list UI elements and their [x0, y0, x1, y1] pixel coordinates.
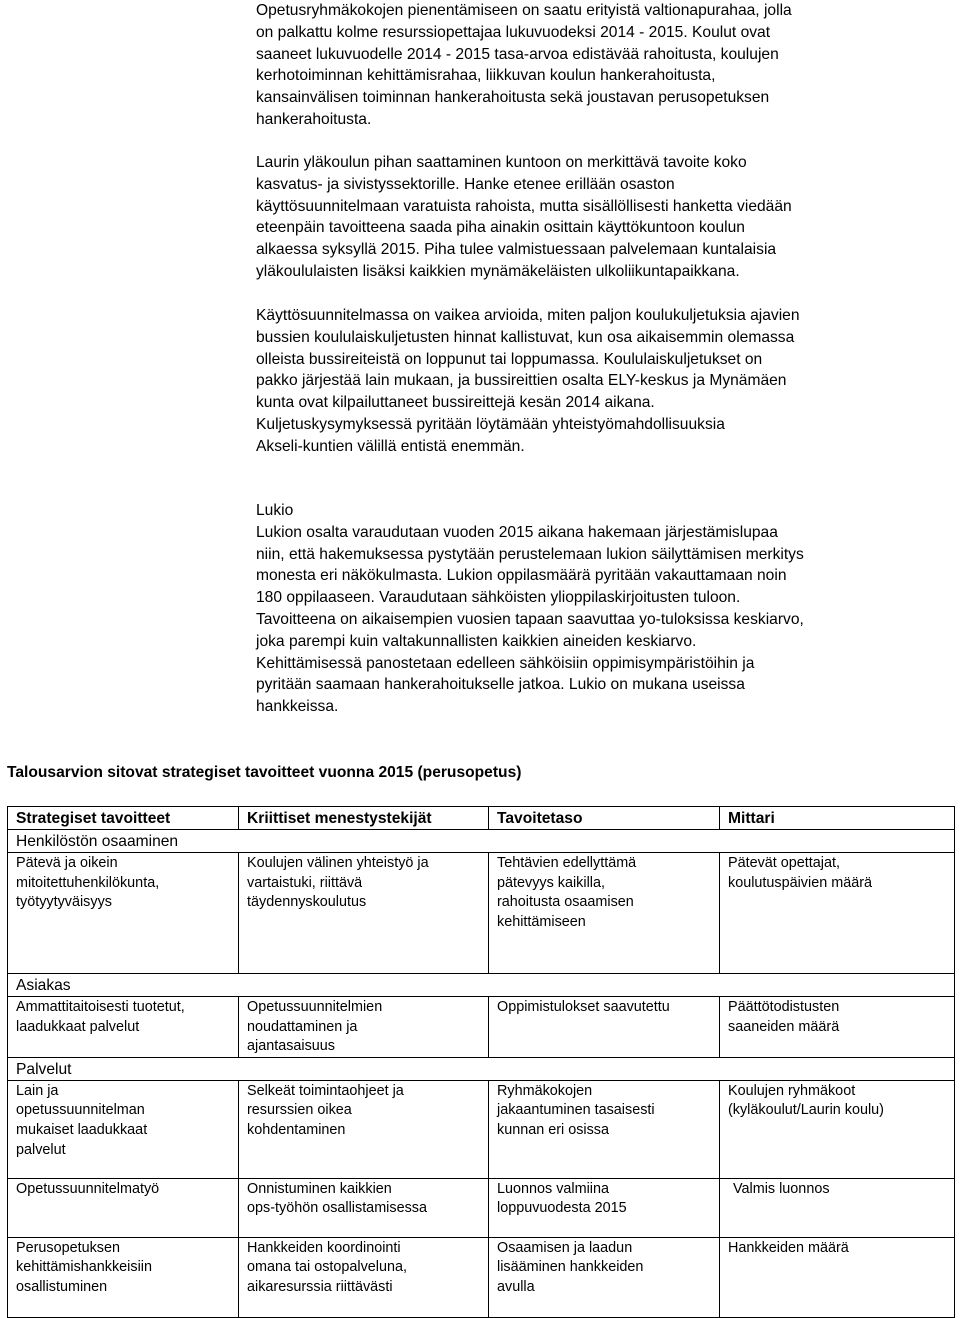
section-label-asiakas: Asiakas: [8, 974, 955, 997]
cell-line: laadukkaat palvelut: [16, 1018, 140, 1035]
table-cell: [720, 1080, 955, 1178]
table-cell: [8, 1178, 239, 1237]
section-label-palvelut: Palvelut: [8, 1057, 955, 1080]
cell-line: Päättötodistusten: [728, 999, 840, 1015]
text-line: saaneet lukuvuodelle 2014 - 2015 tasa-arvoa edistävää rahoitusta, koulujen: [256, 45, 779, 63]
cell-line: osallistuminen: [16, 1278, 108, 1295]
section-row-asiakas: [8, 974, 955, 997]
text-line: on palkattu kolme resurssiopettajaa lukuvuodeksi 2014 - 2015. Koulut ovat: [256, 23, 771, 41]
cell-line: Opetussuunnitelmien: [247, 999, 383, 1015]
text-line: käyttösuunnitelmaan varatuista rahoista, mutta sisällöllisesti hanketta viedään: [256, 197, 792, 215]
text-line: Tavoitteena on aikaisempien vuosien tapaan saavuttaa yo-tuloksissa keskiarvo,: [256, 610, 804, 628]
cell-line: mitoitettuhenkilökunta,: [16, 874, 160, 891]
cell-line: mukaiset laadukkaat: [16, 1121, 148, 1138]
text-line: eteenpäin tavoitteena saada piha ainakin osittain käyttökuntoon koulun: [256, 219, 745, 237]
text-line: olleista bussireiteistä on loppunut tai loppumassa. Koululaiskuljetukset on: [256, 350, 763, 368]
text-line: kerhotoiminnan kehittämisrahaa, liikkuvan koulun hankerahoitusta,: [256, 67, 716, 85]
cell-line: opetussuunnitelman: [16, 1102, 145, 1119]
table-cell: [8, 1237, 239, 1317]
table-header-row: [8, 807, 955, 830]
cell-line: Pätevät opettajat,: [728, 855, 841, 871]
cell-line: Ammattitaitoisesti tuotetut,: [16, 999, 185, 1015]
cell-line: rahoitusta osaamisen: [497, 894, 634, 911]
table-heading: Talousarvion sitovat strategiset tavoitteet vuonna 2015 (perusopetus): [7, 764, 522, 781]
cell-line: Hankkeiden koordinointi: [247, 1239, 401, 1256]
text-line: 180 oppilaaseen. Varaudutaan sähköisten ylioppilaskirjoitusten tuloon.: [256, 589, 741, 607]
text-line: Laurin yläkoulun pihan saattaminen kuntoon on merkittävä tavoite koko: [256, 154, 747, 171]
cell-line: saaneiden määrä: [728, 1018, 840, 1035]
cell-line: lisääminen hankkeiden: [497, 1259, 644, 1276]
text-line: pakko järjestää lain mukaan, ja bussireittien osalta ELY-keskus ja Mynämäen: [256, 372, 787, 390]
text-line: niin, että hakemuksessa pystytään perustelemaan lukion säilyttämisen merkitys: [256, 545, 804, 563]
section-label-henkilosto: Henkilöstön osaaminen: [8, 830, 955, 853]
cell-line: Perusopetuksen: [16, 1239, 121, 1256]
table-row: [8, 1080, 955, 1178]
cell-line: Tehtävien edellyttämä: [497, 855, 637, 871]
cell-line: ops-työhön osallistamisessa: [247, 1200, 427, 1217]
text-line: Opetusryhmäkokojen pienentämiseen on saatu erityistä valtionapurahaa, jolla: [256, 2, 792, 19]
text-line: kansainvälisen toiminnan hankerahoitusta sekä joustavan perusopetuksen: [256, 89, 770, 107]
cell-line: Pätevä ja oikein: [16, 855, 118, 871]
text-line: pyritään saamaan hankerahoitukselle jatkoa. Lukio on mukana useissa: [256, 676, 745, 694]
text-line: Kehittämisessä panostetaan edelleen sähköisiin oppimisympäristöihin ja: [256, 654, 755, 672]
column-header-indicator: Mittari: [720, 807, 955, 830]
text-line: monesta eri näkökulmasta. Lukion oppilasmäärä pyritään vakauttamaan noin: [256, 567, 787, 585]
table-cell: [8, 853, 239, 974]
table-cell: [239, 853, 489, 974]
text-line: Käyttösuunnitelmassa on vaikea arvioida, miten paljon koulukuljetuksia ajavien: [256, 307, 800, 324]
paragraph-transport: [256, 305, 916, 458]
cell-line: noudattaminen ja: [247, 1018, 358, 1035]
cell-line: Selkeät toimintaohjeet ja: [247, 1082, 404, 1099]
cell-line: pätevyys kaikilla,: [497, 874, 605, 891]
table-cell: [489, 1080, 720, 1178]
text-line: yläkoululaisten lisäksi kaikkien mynämäkeläisten ulkoliikuntapaikkana.: [256, 262, 740, 280]
section-row-palvelut: [8, 1057, 955, 1080]
column-header-critical-success-factors: Kriittiset menestystekijät: [239, 807, 489, 830]
cell-line: aikaresurssia riittävästi: [247, 1278, 393, 1295]
cell-line: työtyytyväisyys: [16, 894, 112, 911]
cell-line: kehittämishankkeisiin: [16, 1259, 152, 1276]
column-header-strategic-goals: Strategiset tavoitteet: [8, 807, 239, 830]
section-row-henkilosto: [8, 830, 955, 853]
table-cell: [489, 1237, 720, 1317]
cell-line: Onnistuminen kaikkien: [247, 1180, 392, 1197]
table-cell: [239, 1080, 489, 1178]
text-line: Akseli-kuntien välillä entistä enemmän.: [256, 437, 525, 455]
text-line: Lukion osalta varaudutaan vuoden 2015 aikana hakemaan järjestämislupaa: [256, 523, 778, 541]
paragraph-schoolyard: [256, 152, 916, 283]
text-line: hankerahoitusta.: [256, 110, 372, 128]
text-line: bussien koululaiskuljetusten hinnat kallistuvat, kun osa aikaisemmin olemassa: [256, 328, 795, 346]
text-line: kunta ovat kilpailuttaneet bussireittejä kesän 2014 aikana.: [256, 394, 655, 412]
table-row: [8, 853, 955, 974]
section-title-lukio: Lukio: [256, 502, 294, 519]
cell-line: omana tai ostopalveluna,: [247, 1259, 408, 1276]
cell-line: Hankkeiden määrä: [728, 1239, 849, 1256]
column-header-target-level: Tavoitetaso: [489, 807, 720, 830]
cell-line: Opetussuunnitelmatyö: [16, 1180, 160, 1197]
table-row: [8, 1178, 955, 1237]
cell-line: Koulujen välinen yhteistyö ja: [247, 855, 429, 871]
table-cell: [720, 1237, 955, 1317]
cell-line: Ryhmäkokojen: [497, 1082, 593, 1099]
cell-line: loppuvuodesta 2015: [497, 1200, 627, 1217]
text-line: kasvatus- ja sivistyssektorille. Hanke etenee erillään osaston: [256, 175, 675, 193]
cell-line: kohdentaminen: [247, 1121, 346, 1138]
table-cell: [8, 1080, 239, 1178]
cell-line: Luonnos valmiina: [497, 1180, 609, 1197]
cell-line: Koulujen ryhmäkoot: [728, 1082, 856, 1099]
table-row: [8, 997, 955, 1058]
text-line: alkaessa syksyllä 2015. Piha tulee valmistuessaan palvelemaan kuntalaisia: [256, 241, 777, 259]
cell-line: vartaistuki, riittävä: [247, 874, 363, 891]
text-line: joka parempi kuin valtakunnallisten kaikkien aineiden keskiarvo.: [256, 632, 697, 650]
table-cell: [239, 1178, 489, 1237]
cell-line: avulla: [497, 1278, 535, 1295]
cell-line: Valmis luonnos: [733, 1180, 830, 1197]
table-row: [8, 1237, 955, 1317]
table-cell: [239, 1237, 489, 1317]
cell-line: ajantasaisuus: [247, 1038, 336, 1055]
cell-line: Oppimistulokset saavutettu: [497, 999, 670, 1015]
cell-line: kunnan eri osissa: [497, 1121, 609, 1138]
paragraph-lukio: [256, 500, 916, 718]
cell-line: kehittämiseen: [497, 913, 586, 930]
text-line: Kuljetuskysymyksessä pyritään löytämään yhteistyömahdollisuuksia: [256, 415, 725, 433]
strategic-goals-table: [7, 806, 955, 1318]
table-cell: [239, 997, 489, 1058]
table-cell: [720, 997, 955, 1058]
cell-line: (kyläkoulut/Laurin koulu): [728, 1102, 884, 1119]
table-cell: [489, 997, 720, 1058]
cell-line: Osaamisen ja laadun: [497, 1239, 633, 1256]
table-cell: [720, 853, 955, 974]
cell-line: Lain ja: [16, 1082, 59, 1099]
table-cell: [8, 997, 239, 1058]
paragraph-resources: [256, 0, 916, 131]
cell-line: resurssien oikea: [247, 1102, 352, 1119]
cell-line: palvelut: [16, 1141, 66, 1158]
table-cell: [489, 853, 720, 974]
table-cell: [489, 1178, 720, 1237]
cell-line: koulutuspäivien määrä: [728, 874, 872, 891]
text-line: hankkeissa.: [256, 698, 339, 716]
cell-line: jakaantuminen tasaisesti: [497, 1102, 655, 1119]
cell-line: täydennyskoulutus: [247, 894, 367, 911]
table-cell: [720, 1178, 955, 1237]
